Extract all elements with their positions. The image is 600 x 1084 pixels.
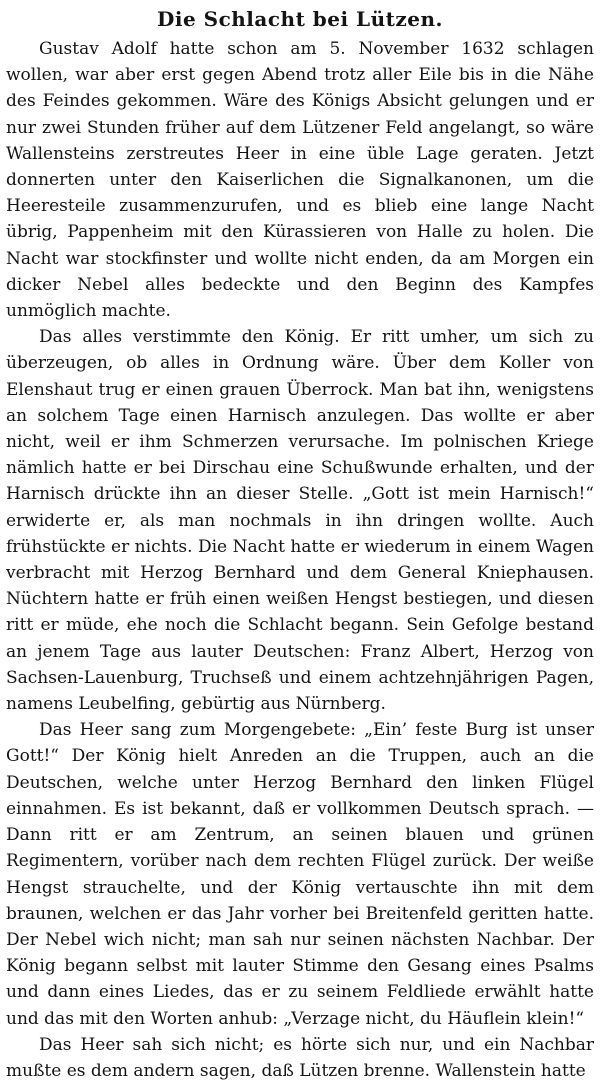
paragraph-text: Das Heer sah sich nicht; es hörte sich nur, und ein Nachbar mußte es dem andern sagen, daß Lützen brenne. Wallenstein hatte [6, 1034, 594, 1081]
paragraph-1 [6, 36, 594, 324]
paragraph-3 [6, 717, 594, 1031]
paragraph-text: Das alles verstimmte den König. Er ritt umher, um sich zu überzeugen, ob alles in Ordnung wäre. Über dem Koller von Elenshaut trug er einen grauen Überrock. Man bat ihn, wenigstens an solchem Tage einen Harnisch anzulegen. Das wollte er aber nicht, weil er ihm Schmerzen verursache. Im polnischen Kriege nämlich hatte er bei Dirschau eine Schußwunde erhalten, und der Harnisch drückte ihn an dieser Stelle. „Gott ist mein Harnisch!“ erwiderte er, als man nochmals in ihn dringen wollte. Auch frühstückte er nichts. Die Nacht hatte er wiederum in einem Wagen verbracht mit Herzog Bernhard und dem General Kniephausen. Nüchtern hatte er früh einen weißen Hengst bestiegen, und diesen ritt er müde, ehe noch die Schlacht begann. Sein Gefolge bestand an jenem Tage aus lauter Deutschen: Franz Albert, Herzog von Sachsen-Lauenburg, Truchseß und einem achtzehnjährigen Pagen, namens Leubelfing, gebürtig aus Nürnberg. [6, 327, 594, 715]
paragraph-4 [6, 1032, 594, 1084]
paragraph-text: Gustav Adolf hatte schon am 5. November 1632 schlagen wollen, war aber erst gegen Abend trotz aller Eile bis in die Nähe des Feindes gekommen. Wäre des Königs Absicht gelungen und er nur zwei Stunden früher auf dem Lützener Feld angelangt, so wäre Wallensteins zerstreutes Heer in eine üble Lage geraten. Jetzt donnerten unter den Kaiserlichen die Signalkanonen, um die Heeresteile zusammenzurufen, und es blieb eine lange Nacht übrig, Pappenheim mit den Kürassieren von Halle zu holen. Die Nacht war stockfinster und wollte nicht enden, da am Morgen ein dicker Nebel alles bedeckte und den Beginn des Kampfes unmöglich machte. [6, 39, 594, 322]
paragraph-text: Das Heer sang zum Morgengebete: „Ein’ feste Burg ist unser Gott!“ Der König hielt Anreden an die Truppen, auch an die Deutschen, welche unter Herzog Bernhard den linken Flügel einnahmen. Es ist bekannt, daß er vollkommen Deutsch sprach. — Dann ritt er am Zentrum, an seinen blauen und grünen Regimentern, vorüber nach dem rechten Flügel zurück. Der weiße Hengst strauchelte, und der König vertauschte ihn mit dem braunen, welchen er das Jahr vorher bei Breitenfeld geritten hatte. Der Nebel wich nicht; man sah nur seinen nächsten Nachbar. Der König begann selbst mit lauter Stimme den Gesang eines Psalms und dann eines Liedes, das er zu seinem Feldliede erwählt hatte und das mit den Worten anhub: „Verzage nicht, du Häuflein klein!“ [6, 720, 594, 1029]
document-title: Die Schlacht bei Lützen. [157, 7, 443, 31]
paragraph-2 [6, 324, 594, 717]
